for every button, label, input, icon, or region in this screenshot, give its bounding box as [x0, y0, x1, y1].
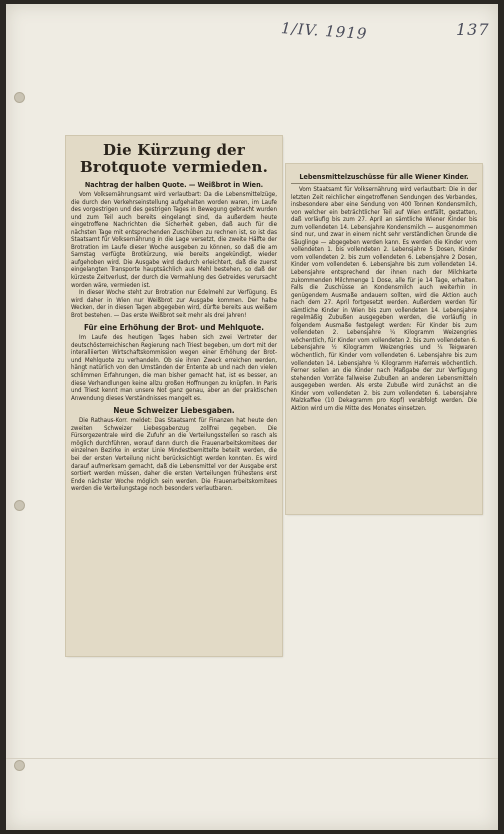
- section-heading-1: Nachtrag der halben Quote. — Weißbrot in Wien.: [84, 180, 264, 189]
- paragraph: Vom Volksernährungsamt wird verlautbart: Da die Lebensmittelzüge, die durch den Verkehrseinstellung aufgehalten worden waren, im Laufe des vorgestrigen und des gestrigen Tages in Bewegung gebracht wurden und zum Teil auch bereits eingelangt sind, da außerdem heute eingetroffene Nachrichten die Sicherheit geben, daß auch für die nächsten Tage mit entsprechenden Zuschüben zu rechnen ist, so ist das Staatsamt für Volksernährung in die Lage versetzt, die zweite Hälfte der Brotration im Laufe dieser Woche ausgeben zu können, so daß die am Samstag verfügte Brotkürzung, wie bereits angekündigt, wieder aufgehoben wird. Die Ausgabe wird dadurch erleichtert, daß die zuerst eingelangten Transporte hauptsächlich aus Mehl bestehen, so daß der kürzeste Zeitverlust, der durch die Vermahlung des Getreides verursacht worden wäre, vermieden ist.: [71, 191, 277, 289]
- punch-hole: [14, 92, 25, 103]
- punch-hole: [14, 760, 25, 771]
- section-heading-2: Für eine Erhöhung der Brot- und Mehlquote.: [84, 323, 264, 333]
- paragraph: Im Laufe des heutigen Tages haben sich zwei Vertreter der deutschösterreichischen Regierung nach Triest begeben, um dort mit der interalliierten Wirtschaftskommission wegen einer Erhöhung der Brot- und Mehlquote zu verhandeln. Ob sie ihren Zweck erreichen werden, hängt natürlich von den Umständen der Entente ab und nach den vielen schlimmen Erfahrungen, die man bisher gemacht hat, ist es besser, an diese Verhandlungen keine allzu großen Hoffnungen zu knüpfen. In Paris und Triest kennt man unsere Not ganz genau, aber an der praktischen Anwendung dieses Verständnisses mangelt es.: [71, 334, 277, 402]
- divider: [291, 183, 477, 184]
- section-heading-3: Neue Schweizer Liebesgaben.: [113, 406, 235, 416]
- handwritten-page-number: 137: [456, 20, 490, 39]
- paragraph: Vom Staatsamt für Volksernährung wird verlautbart: Die in der letzten Zeit reichlicher eingetroffenen Sendungen des Verbandes, insbesondere aber eine Sendung von 400 Tonnen Kondensmilch, von welcher ein beträchtlicher Teil auf Wien entfällt, gestatten, daß vorläufig bis zum 27. April an sämtliche Wiener Kinder bis zum vollendeten 14. Lebensjahre Kondensmilch — ausgenommen sind nur, und zwar in einem nicht sehr verständlichen Grunde die Säuglinge — abgegeben werden kann. Es werden die Kinder vom vollendeten 1. bis vollendeten 2. Lebensjahre 5 Dosen, Kinder vom vollendeten 2. bis zum vollendeten 6. Lebensjahre 2 Dosen, Kinder vom vollendeten 6. Lebensjahre bis zum vollendeten 14. Lebensjahre entsprechend der ihnen nach der Milchkarte zukommenden Milchmenge 1 Dose, alle für je 14 Tage, erhalten. Falls die Zuschüsse an Kondensmilch auch weiterhin in genügendem Ausmaße andauern sollten, wird die Aktion auch nach dem 27. April fortgesetzt werden. Außerdem werden für sämtliche Kinder in Wien bis zum vollendeten 14. Lebensjahre regelmäßig Zubußen ausgegeben werden, die vorläufig in folgendem Ausmaße festgelegt werden: Für Kinder bis zum vollendeten 2. Lebensjahre ¼ Kilogramm Weizengries wöchentlich, für Kinder vom vollendeten 2. bis zum vollendeten 6. Lebensjahre ½ Kilogramm Weizengries und ¼ Teigwaren wöchentlich, für Kinder vom vollendeten 6. Lebensjahre bis zum vollendeten 14. Lebensjahre ¼ Kilogramm Haferreis wöchentlich. Ferner sollen an die Kinder nach Maßgabe der zur Verfügung stehenden Vorräte fallweise Zubußen an anderen Lebensmitteln ausgegeben werden. Als erste Zubuße wird zunächst an die Kinder vom vollendeten 2. bis zum vollendeten 6. Lebensjahre Malzkaffee (10 Dekagramm pro Kopf) verabfolgt werden. Die Aktion wird um die Mitte des Monates einsetzen.: [291, 186, 477, 412]
- newspaper-clipping-right: [286, 164, 482, 514]
- paragraph: Die Rathaus-Korr. meldet: Das Staatsamt für Finanzen hat heute den zweiten Schweizer Liebesgabenzug zollfrei gegeben. Die Fürsorgezentrale wird die Zufuhr an die Verteilungsstellen so rasch als möglich durchführen, worauf dann durch die Frauenarbeitskomitees der einzelnen Bezirke in erster Linie Mindestbemittelte beteilt werden, die bei der ersten Verteilung nicht berücksichtigt werden konnten. Es wird darauf aufmerksam gemacht, daß die Lebensmittel vor der Ausgabe erst sortiert werden müssen, daher die ersten Verteilungen frühestens erst Ende nächster Woche möglich sein werden. Die Frauenarbeitskomitees werden die Verteilungstage noch besonders verlautbaren.: [71, 417, 277, 493]
- paper-fold-line: [6, 758, 498, 759]
- article-headline: Die Kürzung der Brotquote vermieden.: [79, 141, 269, 176]
- punch-hole: [14, 500, 25, 511]
- article-headline-right: Lebensmittelzuschüsse für alle Wiener Kinder.: [299, 172, 469, 181]
- handwritten-date: 1/IV. 1919: [280, 19, 368, 43]
- newspaper-clipping-left: [66, 136, 282, 656]
- paragraph: In dieser Woche steht zur Brotration nur Edelmehl zur Verfügung. Es wird daher in Wien nur Weißbrot zur Ausgabe kommen. Der halbe Wecken, der in diesen Tagen abgegeben wird, dürfte bereits aus weißem Brot bestehen. — Das erste Weißbrot seit mehr als drei Jahren!: [71, 289, 277, 319]
